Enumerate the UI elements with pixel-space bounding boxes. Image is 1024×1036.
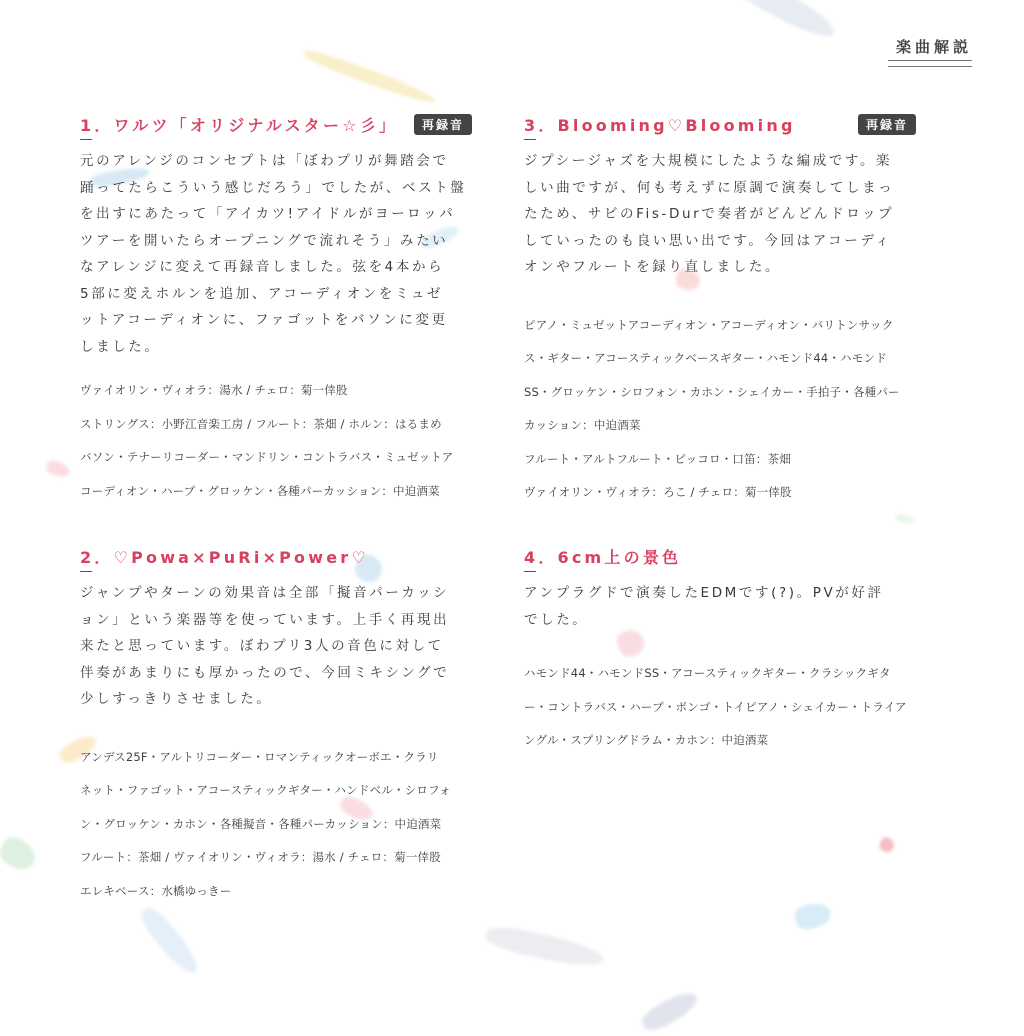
credit-line: ングル・スプリングドラム・カホン：中迫酒菜 [524, 733, 769, 747]
description-line: たため、サビのFis-Durで奏者がどんどんドロップ [524, 206, 895, 222]
track-heading [524, 545, 916, 567]
heading-dash [524, 571, 536, 572]
track-description [80, 580, 472, 713]
rerecorded-badge: 再録音 [858, 114, 916, 135]
heading-dash [524, 139, 536, 140]
description-line: 少しすっきりさせました。 [80, 691, 273, 707]
credits-list [80, 741, 472, 909]
credit-line: ー・コントラバス・ハープ・ボンゴ・トイピアノ・シェイカー・トライア [524, 699, 907, 714]
description-line: していったのも良い思い出です。今回はアコーディ [524, 232, 892, 249]
description-line: 踊ってたらこういう感じだろう」でしたが、ベスト盤 [80, 179, 467, 196]
description-line: ジプシージャズを大規模にしたような編成です。楽 [524, 153, 893, 169]
credit-line: ヴァイオリン・ヴィオラ：湯水 / チェロ：菊一倖股 [80, 383, 348, 397]
credit-line: ストリングス：小野江音楽工房 / フルート：茶畑 / ホルン：はるまめ [80, 416, 442, 431]
credit-line: フルート・アルトフルート・ピッコロ・口笛：茶畑 [524, 451, 791, 466]
confetti-decoration [793, 900, 834, 932]
credit-line: ハモンド44・ハモンドSS・アコースティックギター・クラシックギタ [524, 666, 891, 680]
track-title: 1．ワルツ「オリジナルスター☆彡」 [80, 116, 399, 135]
page-title: 楽曲解説 [895, 38, 972, 56]
confetti-decoration [894, 513, 915, 524]
confetti-decoration [136, 903, 204, 978]
track-description [524, 148, 916, 281]
confetti-decoration [730, 0, 839, 44]
description-line: ョン」という楽器等を使っています。上手く再現出 [80, 611, 450, 628]
description-line: ットアコーディオンに、ファゴットをバソンに変更 [80, 312, 448, 328]
confetti-decoration [877, 835, 896, 854]
credit-line: コーディオン・ハープ・グロッケン・各種パーカッション：中迫酒菜 [80, 483, 440, 498]
credit-line: アンデス25F・アルトリコーダー・ロマンティックオーボエ・クラリ [80, 749, 439, 764]
track-description [80, 148, 472, 360]
credits-list [80, 374, 472, 508]
track-heading [80, 113, 472, 135]
heading-dash [80, 139, 92, 140]
credit-line: ン・グロッケン・カホン・各種擬音・各種パーカッション：中迫酒菜 [80, 816, 442, 831]
credit-line: フルート：茶畑 / ヴァイオリン・ヴィオラ：湯水 / チェロ：菊一倖股 [80, 850, 441, 864]
credit-line: ピアノ・ミュゼットアコーディオン・アコーディオン・バリトンサック [524, 317, 894, 332]
description-line: しました。 [80, 338, 161, 355]
track-title: 3．Blooming♡Blooming [524, 116, 796, 135]
track-section-3 [524, 113, 916, 510]
description-line: 来たと思っています。ぼわプリ3人の音色に対して [80, 638, 444, 654]
credits-list [524, 657, 916, 758]
heading-dash [80, 571, 92, 572]
credits-list [524, 309, 916, 510]
track-title: 4．6cm上の景色 [524, 548, 682, 567]
description-line: オンやフルートを録り直しました。 [524, 259, 782, 275]
credit-line: ネット・ファゴット・アコースティックギター・ハンドベル・シロフォ [80, 783, 451, 797]
track-section-1 [80, 113, 472, 508]
credit-line: SS・グロッケン・シロフォン・カホン・シェイカー・手拍子・各種パー [524, 384, 900, 399]
credit-line: カッション：中迫酒菜 [524, 418, 641, 432]
description-line: なアレンジに変えて再録音しました。弦を4本から [80, 259, 445, 275]
track-title: 2．♡Powa×PuRi×Power♡ [80, 548, 369, 567]
description-line: を出すにあたって「アイカツ!アイドルがヨーロッパ [80, 206, 456, 222]
track-heading [80, 545, 472, 567]
rerecorded-badge: 再録音 [414, 114, 472, 135]
description-line: ツアーを開いたらオープニングで流れそう」みたい [80, 232, 449, 249]
confetti-decoration [484, 923, 606, 971]
description-line: ジャンプやターンの効果音は全部「擬音パーカッシ [80, 585, 450, 601]
title-underline [888, 60, 972, 67]
description-line: しい曲ですが、何も考えずに原調で演奏してしまっ [524, 179, 895, 196]
track-description [524, 580, 916, 633]
confetti-decoration [0, 833, 41, 875]
description-line: 伴奏があまりにも厚かったので、今回ミキシングで [80, 664, 450, 681]
credit-line: バソン・テナーリコーダー・マンドリン・コントラバス・ミュゼットア [80, 450, 454, 464]
track-heading [524, 113, 916, 135]
confetti-decoration [302, 46, 438, 107]
credit-line: エレキベース：水橋ゆっきー [80, 883, 232, 898]
credit-line: ス・ギター・アコースティックベースギター・ハモンド44・ハモンド [524, 351, 887, 365]
credit-line: ヴァイオリン・ヴィオラ：ろこ / チェロ：菊一倖股 [524, 485, 792, 499]
track-section-4 [524, 545, 916, 758]
track-section-2 [80, 545, 472, 908]
description-line: アンプラグドで演奏したEDMです(?)。PVが好評 [524, 585, 884, 601]
description-line: 元のアレンジのコンセプトは「ぼわプリが舞踏会で [80, 153, 449, 169]
description-line: でした。 [524, 611, 589, 628]
confetti-decoration [639, 986, 702, 1035]
description-line: 5部に変えホルンを追加、アコーディオンをミュゼ [80, 285, 444, 302]
confetti-decoration [44, 458, 71, 479]
